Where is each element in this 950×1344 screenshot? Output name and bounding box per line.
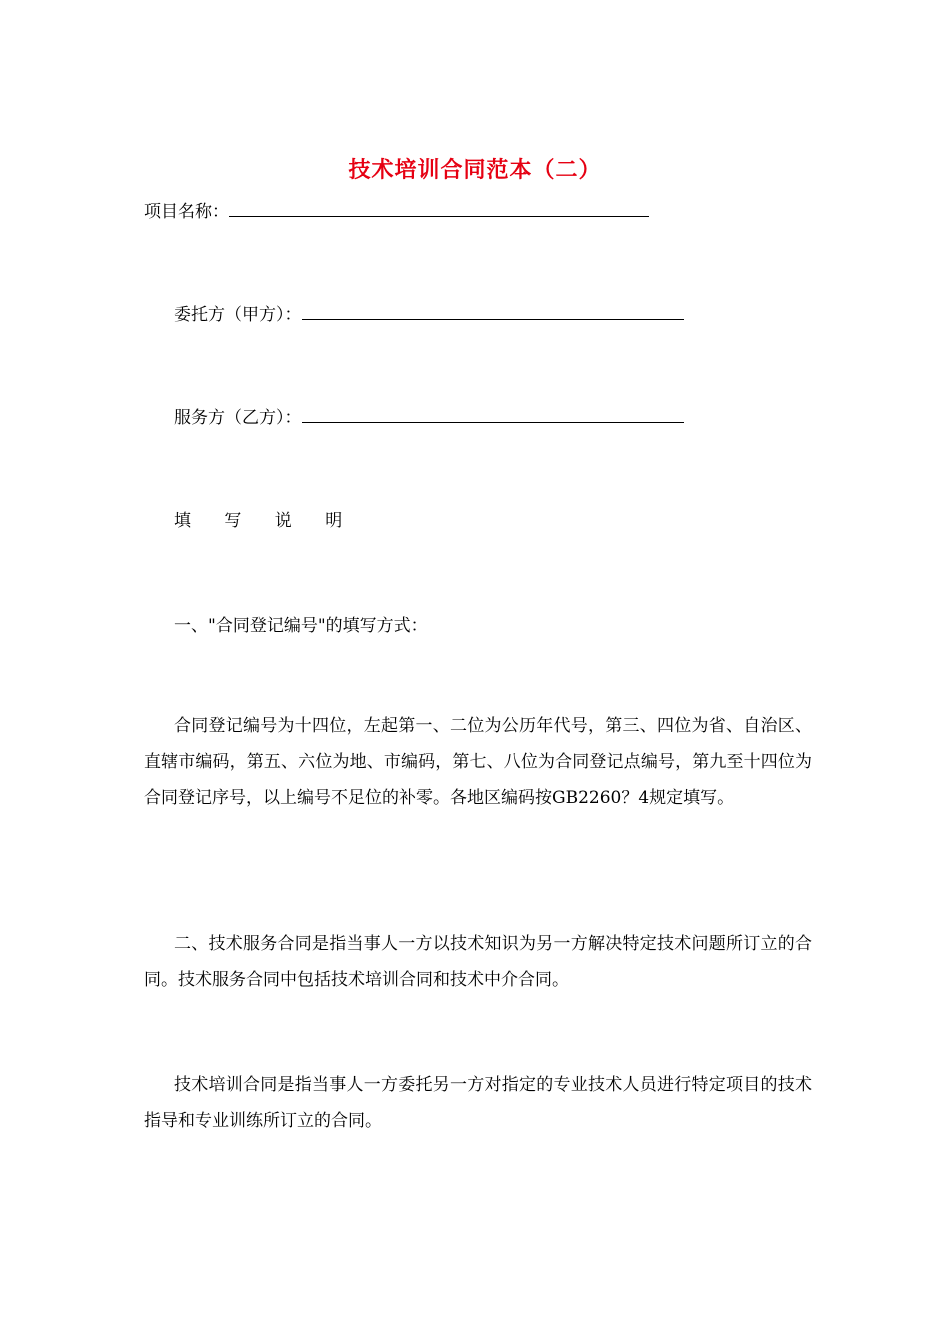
provider-blank[interactable] xyxy=(302,406,684,423)
section1-heading: 一、"合同登记编号"的填写方式： xyxy=(174,616,428,636)
project-name-label: 项目名称： xyxy=(144,202,229,222)
section1-body: 合同登记编号为十四位，左起第一、二位为公历年代号，第三、四位为省、自治区、直辖市编码，第五、六位为地、市编码，第七、八位为合同登记点编号，第九至十四位为合同登记序号，以上编号不足位的补零。各地区编码按GB2260？4规定填写。 xyxy=(144,716,812,808)
provider-label: 服务方（乙方）： xyxy=(174,408,302,428)
section2-body: 二、技术服务合同是指当事人一方以技术知识为另一方解决特定技术问题所订立的合同。技术服务合同中包括技术培训合同和技术中介合同。 xyxy=(144,934,812,990)
document-title: 技术培训合同范本（二） xyxy=(348,157,602,183)
client-field xyxy=(174,303,684,327)
instructions-heading: 填 写 说 明 xyxy=(174,511,357,531)
project-name-blank[interactable] xyxy=(229,200,649,217)
client-label: 委托方（甲方）： xyxy=(174,305,302,325)
provider-field xyxy=(174,406,684,430)
section3-body: 技术培训合同是指当事人一方委托另一方对指定的专业技术人员进行特定项目的技术指导和专业训练所订立的合同。 xyxy=(144,1075,812,1131)
client-blank[interactable] xyxy=(302,303,684,320)
project-name-field xyxy=(144,200,649,224)
